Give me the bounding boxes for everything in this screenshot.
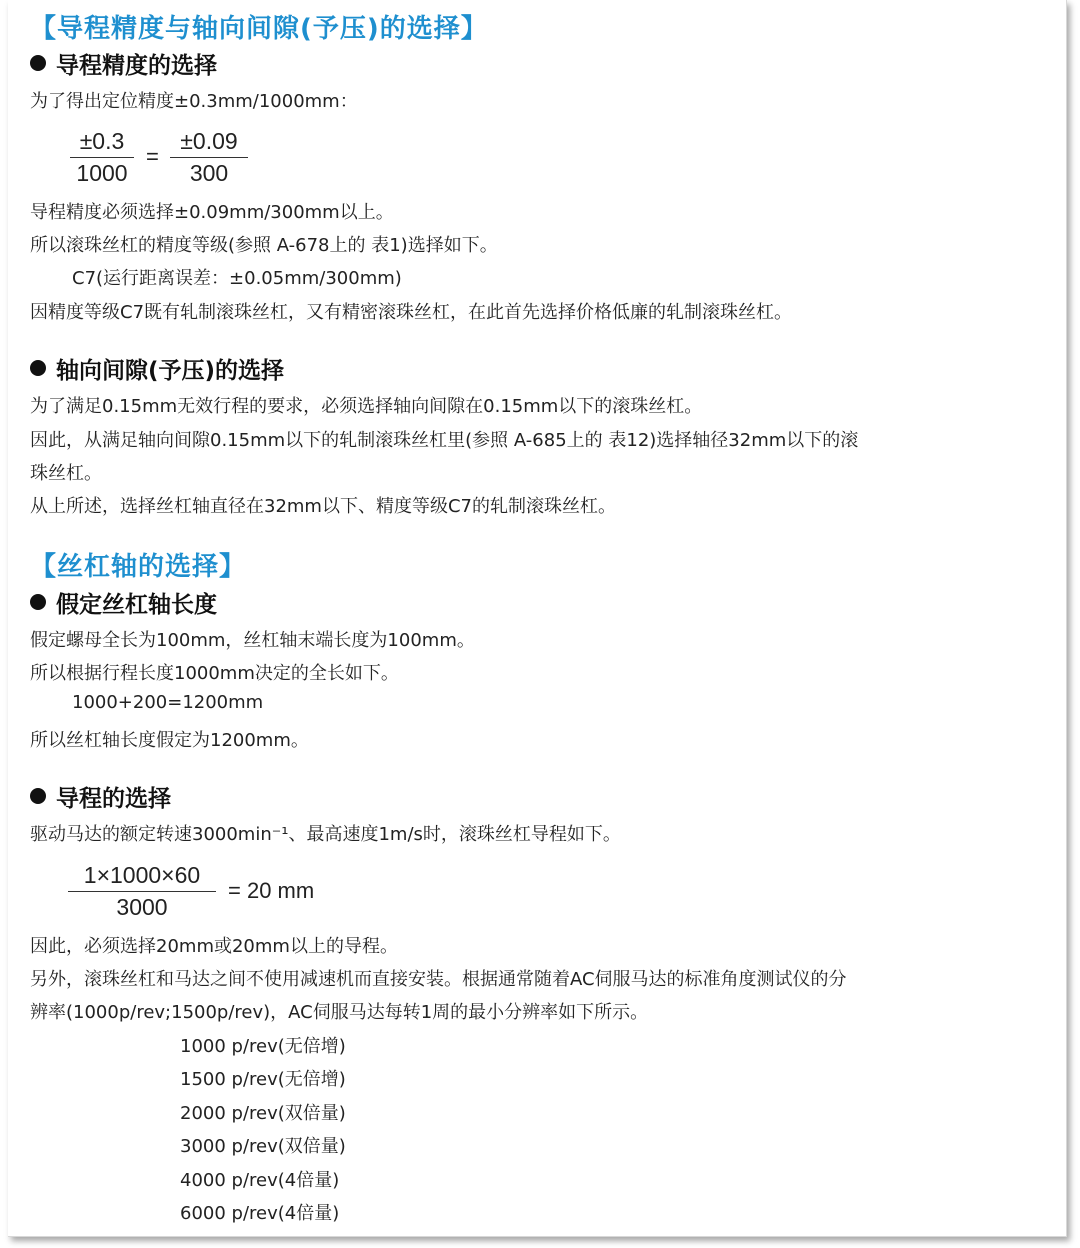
resolution-list-item: 3000 p/rev(双倍量) — [180, 1136, 346, 1157]
paragraph-accuracy-grade: 所以滚珠丝杠的精度等级(参照 A-678上的 表1)选择如下。 — [30, 235, 498, 256]
bullet-icon — [30, 594, 46, 610]
fraction-right-denominator: 300 — [189, 160, 229, 186]
bullet-icon — [30, 360, 46, 376]
paragraph-selection-summary: 从上所述，选择丝杠轴直径在32mm以下、精度等级C7的轧制滚珠丝杠。 — [30, 496, 616, 517]
fraction-right — [170, 128, 248, 187]
fraction-lead-calc — [68, 862, 216, 921]
paragraph-positioning-accuracy: 为了得出定位精度±0.3mm/1000mm： — [30, 91, 358, 112]
bullet-icon — [30, 788, 46, 804]
lead-calc-result: = 20 mm — [228, 878, 315, 903]
paragraph-lead-requirement: 因此，必须选择20mm或20mm以上的导程。 — [30, 936, 398, 957]
paragraph-total-length: 所以根据行程长度1000mm决定的全长如下。 — [30, 663, 399, 684]
subheading-lead-selection — [30, 780, 171, 813]
resolution-list-item: 2000 p/rev(双倍量) — [180, 1103, 346, 1124]
resolution-list-item: 1500 p/rev(无倍增) — [180, 1069, 346, 1090]
subheading-axial-clearance — [30, 352, 284, 385]
paragraph-direct-mount-line2: 辨率(1000p/rev;1500p/rev)，AC伺服马达每转1周的最小分辨率如下所示。 — [30, 1002, 649, 1023]
section-title-lead-accuracy-and-clearance: 【导程精度与轴向间隙(予压)的选择】 — [30, 14, 488, 44]
bullet-icon — [30, 55, 46, 71]
paragraph-shaft-diameter-line2: 珠丝杠。 — [30, 463, 102, 484]
resolution-list-item: 1000 p/rev(无倍增) — [180, 1036, 346, 1057]
subheading-axial-clearance-text: 轴向间隙(予压)的选择 — [56, 358, 285, 384]
subheading-lead-selection-text: 导程的选择 — [56, 786, 171, 812]
paragraph-backlash-requirement: 为了满足0.15mm无效行程的要求，必须选择轴向间隙在0.15mm以下的滚珠丝杠。 — [30, 396, 703, 417]
paragraph-assumed-length: 所以丝杠轴长度假定为1200mm。 — [30, 730, 309, 751]
paragraph-direct-mount-line1: 另外，滚珠丝杠和马达之间不使用减速机而直接安装。根据通常随着AC伺服马达的标准角度测试仪的分 — [30, 969, 847, 990]
paragraph-c7-grade: C7(运行距离误差：±0.05mm/300mm) — [72, 268, 402, 289]
fraction-lead-numerator: 1×1000×60 — [68, 862, 216, 892]
fraction-left — [70, 128, 134, 187]
equals-sign: = — [146, 144, 159, 169]
subheading-lead-accuracy-text: 导程精度的选择 — [56, 53, 217, 79]
paragraph-shaft-diameter-line1: 因此，从满足轴向间隙0.15mm以下的轧制滚珠丝杠里(参照 A-685上的 表12)选择轴径32mm以下的滚 — [30, 430, 859, 451]
resolution-list-item: 6000 p/rev(4倍量) — [180, 1203, 340, 1224]
resolution-list-item: 4000 p/rev(4倍量) — [180, 1170, 340, 1191]
paragraph-rolled-ball-screw: 因精度等级C7既有轧制滚珠丝杠，又有精密滚珠丝杠，在此首先选择价格低廉的轧制滚珠丝杠。 — [30, 302, 793, 323]
fraction-lead-denominator: 3000 — [116, 894, 168, 920]
paragraph-nut-length: 假定螺母全长为100mm，丝杠轴末端长度为100mm。 — [30, 630, 475, 651]
fraction-left-numerator: ±0.3 — [70, 128, 134, 158]
fraction-left-denominator: 1000 — [76, 160, 128, 186]
paragraph-lead-accuracy-requirement: 导程精度必须选择±0.09mm/300mm以上。 — [30, 202, 394, 223]
subheading-shaft-length-text: 假定丝杠轴长度 — [56, 592, 217, 618]
fraction-right-numerator: ±0.09 — [170, 128, 248, 158]
document-page — [8, 0, 1067, 1237]
subheading-lead-accuracy — [30, 47, 217, 80]
section-title-screw-shaft: 【丝杠轴的选择】 — [30, 552, 247, 582]
subheading-shaft-length — [30, 586, 217, 619]
paragraph-motor-speed: 驱动马达的额定转速3000min⁻¹、最高速度1m/s时，滚珠丝杠导程如下。 — [30, 824, 621, 845]
paragraph-length-calc: 1000+200=1200mm — [72, 692, 264, 713]
